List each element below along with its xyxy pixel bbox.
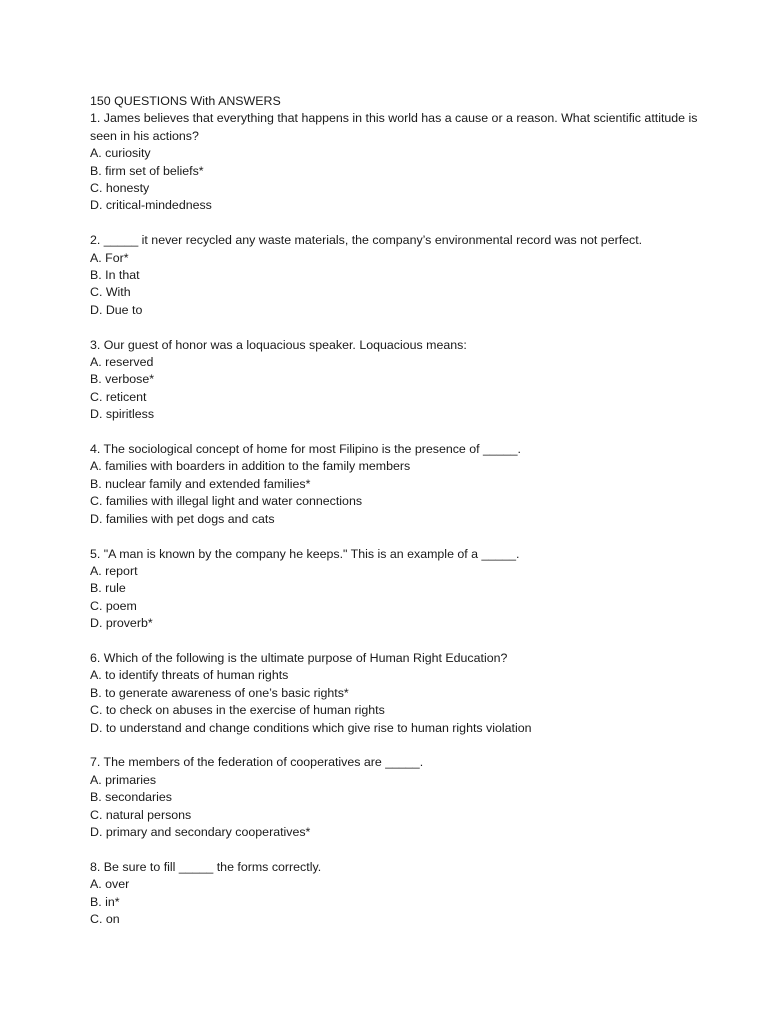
choice-c: C. honesty	[90, 181, 150, 196]
document-body	[90, 93, 710, 928]
choice-a: A. to identify threats of human rights	[90, 668, 289, 683]
choice-c: C. to check on abuses in the exercise of human rights	[90, 703, 385, 718]
paragraph-gap	[90, 215, 710, 232]
question-block	[90, 859, 710, 929]
choice-b: B. to generate awareness of one’s basic rights*	[90, 685, 349, 700]
question-text: 7. The members of the federation of cooperatives are _____.	[90, 755, 424, 770]
paragraph-gap	[90, 633, 710, 650]
choice-a: A. reserved	[90, 355, 154, 370]
question-text: 2. _____ it never recycled any waste materials, the company’s environmental record was not perfect.	[90, 233, 643, 248]
question-text: 5. "A man is known by the company he keeps." This is an example of a _____.	[90, 546, 520, 561]
choice-c: C. natural persons	[90, 807, 192, 822]
question-text: 3. Our guest of honor was a loquacious speaker. Loquacious means:	[90, 337, 467, 352]
choice-a: A. over	[90, 877, 130, 892]
paragraph-gap	[90, 319, 710, 336]
paragraph-gap	[90, 737, 710, 754]
question-text: 1. James believes that everything that happens in this world has a cause or a reason. What scientific attitude is seen in his actions?	[90, 111, 698, 143]
choice-d: D. spiritless	[90, 407, 155, 422]
choice-b: B. firm set of beliefs*	[90, 163, 204, 178]
question-block	[90, 754, 710, 841]
choice-b: B. In that	[90, 268, 140, 283]
question-text: 6. Which of the following is the ultimate purpose of Human Right Education?	[90, 650, 508, 665]
choice-c: C. reticent	[90, 389, 147, 404]
choice-b: B. nuclear family and extended families*	[90, 476, 311, 491]
choice-c: C. poem	[90, 598, 137, 613]
choice-b: B. secondaries	[90, 790, 172, 805]
question-block	[90, 441, 710, 528]
question-block	[90, 337, 710, 424]
question-text: 8. Be sure to fill _____ the forms correctly.	[90, 859, 322, 874]
choice-a: A. report	[90, 563, 138, 578]
choice-b: B. in*	[90, 894, 120, 909]
choice-a: A. curiosity	[90, 146, 151, 161]
choice-b: B. verbose*	[90, 372, 155, 387]
choice-d: D. primary and secondary cooperatives*	[90, 824, 311, 839]
choice-d: D. critical-mindedness	[90, 198, 212, 213]
choice-a: A. families with boarders in addition to the family members	[90, 459, 411, 474]
question-block	[90, 110, 710, 214]
paragraph-gap	[90, 528, 710, 545]
choice-c: C. on	[90, 911, 120, 926]
choice-a: A. For*	[90, 250, 129, 265]
choice-b: B. rule	[90, 581, 126, 596]
question-block	[90, 232, 710, 319]
choice-c: C. With	[90, 285, 131, 300]
question-block	[90, 546, 710, 633]
choice-d: D. to understand and change conditions which give rise to human rights violation	[90, 720, 532, 735]
choice-c: C. families with illegal light and water connections	[90, 494, 363, 509]
choice-d: D. Due to	[90, 302, 143, 317]
choice-d: D. families with pet dogs and cats	[90, 511, 275, 526]
paragraph-gap	[90, 841, 710, 858]
question-block	[90, 650, 710, 737]
question-text: 4. The sociological concept of home for most Filipino is the presence of _____.	[90, 442, 521, 457]
paragraph-gap	[90, 424, 710, 441]
choice-d: D. proverb*	[90, 616, 153, 631]
choice-a: A. primaries	[90, 772, 157, 787]
document-heading: 150 QUESTIONS With ANSWERS	[90, 94, 281, 108]
